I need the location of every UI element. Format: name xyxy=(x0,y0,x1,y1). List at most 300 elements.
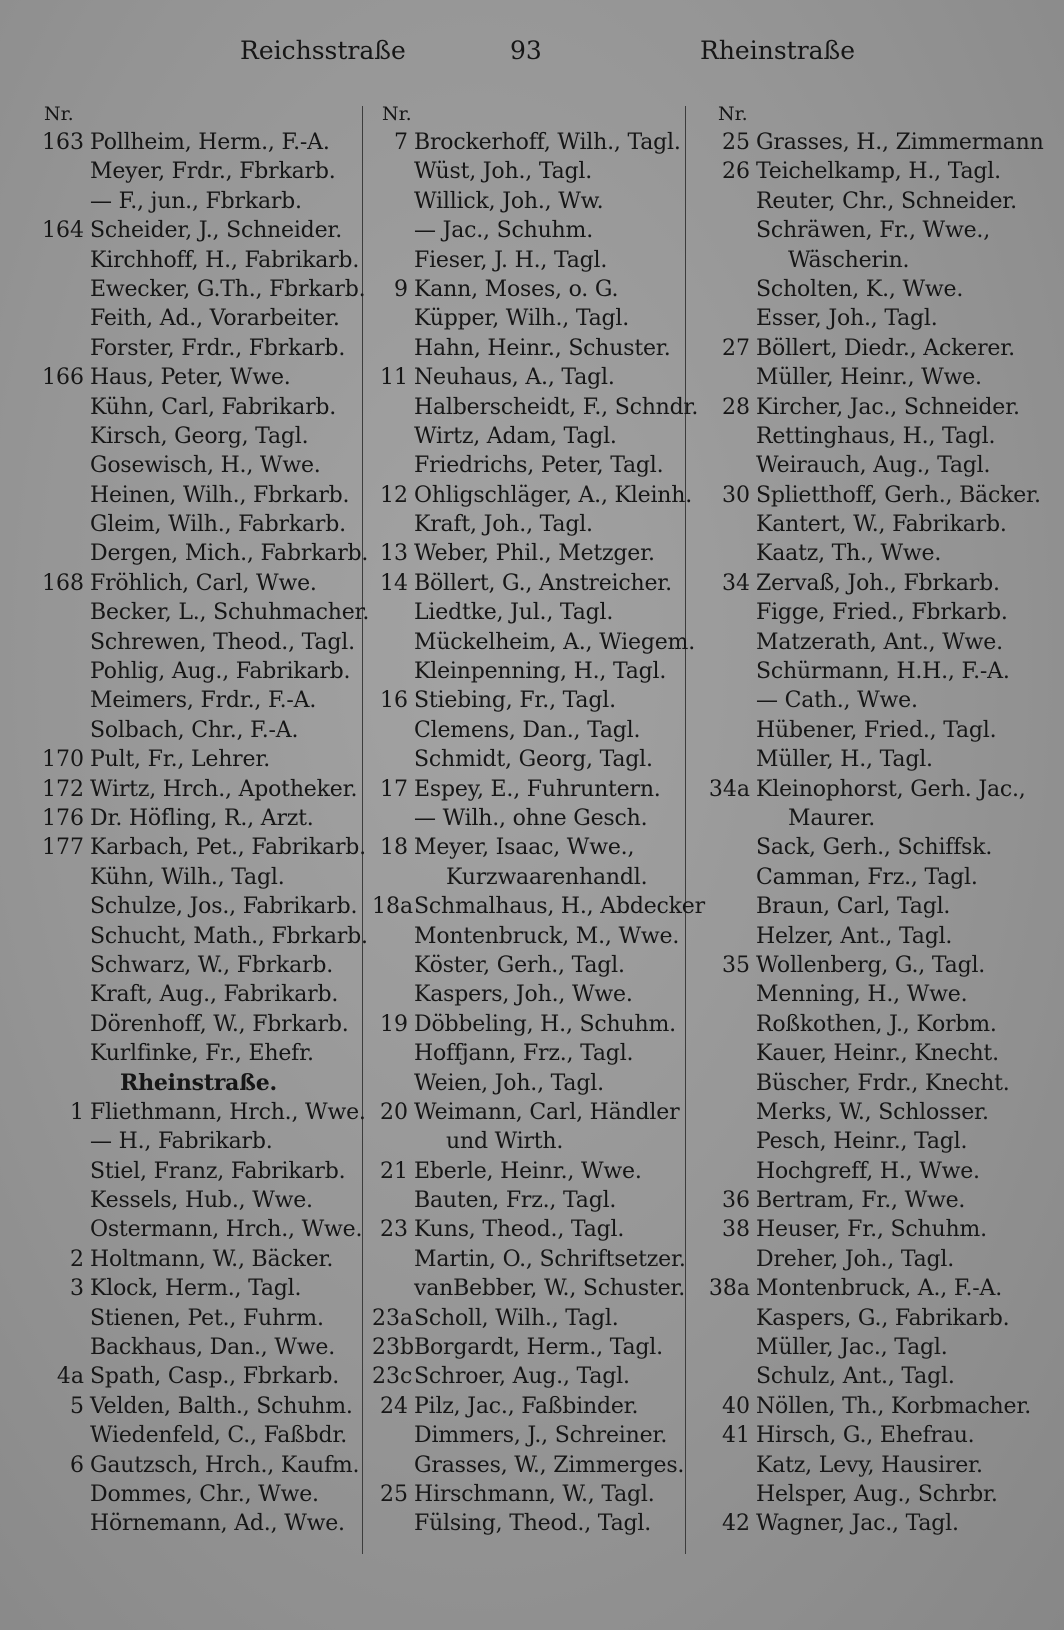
directory-entry xyxy=(372,363,690,392)
house-number xyxy=(372,510,414,539)
house-number xyxy=(372,216,414,245)
directory-entry xyxy=(34,1245,364,1274)
directory-entry xyxy=(708,745,1008,774)
resident-entry: Holtmann, W., Bäcker. xyxy=(90,1246,334,1272)
house-number xyxy=(708,1157,756,1186)
directory-entry xyxy=(372,775,690,804)
directory-entry xyxy=(708,863,1008,892)
directory-entry xyxy=(372,833,690,862)
directory-entry xyxy=(34,510,364,539)
house-number xyxy=(34,246,90,275)
resident-entry: — H., Fabrikarb. xyxy=(90,1129,273,1155)
house-number xyxy=(708,1451,756,1480)
house-number xyxy=(708,1304,756,1333)
directory-entry xyxy=(34,569,364,598)
resident-entry: Stiebing, Fr., Tagl. xyxy=(414,688,616,714)
directory-entry xyxy=(708,951,1008,980)
directory-entry xyxy=(34,1098,364,1127)
house-number xyxy=(708,1039,756,1068)
resident-entry: und Wirth. xyxy=(446,1129,564,1155)
resident-entry: — F., jun., Fbrkarb. xyxy=(90,188,302,214)
resident-entry: Nöllen, Th., Korbmacher. xyxy=(756,1393,1032,1419)
resident-entry: Kaatz, Th., Wwe. xyxy=(756,541,942,567)
house-number: 34a xyxy=(708,776,750,802)
house-number xyxy=(708,422,756,451)
directory-entry xyxy=(708,980,1008,1009)
house-number xyxy=(372,1451,414,1480)
resident-entry: Dommes, Chr., Wwe. xyxy=(90,1481,319,1507)
house-number: 170 xyxy=(42,747,84,773)
house-number: 20 xyxy=(380,1099,408,1125)
house-number: 35 xyxy=(722,952,750,978)
directory-entry xyxy=(708,187,1017,216)
resident-entry: Pesch, Heinr., Tagl. xyxy=(756,1129,968,1155)
directory-entry xyxy=(708,1451,1008,1480)
resident-entry: Brockerhoff, Wilh., Tagl. xyxy=(414,130,681,155)
directory-entry xyxy=(708,833,1008,862)
house-number: 172 xyxy=(42,776,84,802)
house-number xyxy=(708,246,756,275)
resident-entry: Borgardt, Herm., Tagl. xyxy=(414,1335,663,1361)
resident-entry: Espey, E., Fuhruntern. xyxy=(414,776,661,802)
directory-entry xyxy=(708,451,1008,480)
resident-entry: Kircher, Jac., Schneider. xyxy=(756,394,1020,420)
directory-entry xyxy=(372,804,690,833)
street-section-heading: Rheinstraße. xyxy=(120,1069,277,1096)
resident-entry: Kurlfinke, Fr., Ehefr. xyxy=(90,1041,314,1067)
house-number xyxy=(34,1039,90,1068)
house-number: 23a xyxy=(372,1305,414,1331)
house-number: 6 xyxy=(70,1452,84,1478)
house-number xyxy=(372,863,414,892)
house-number xyxy=(708,363,756,392)
directory-entry xyxy=(708,1480,1008,1509)
directory-entry xyxy=(708,598,1008,627)
directory-entry xyxy=(708,1186,1008,1215)
directory-entry xyxy=(372,128,690,157)
directory-entry xyxy=(34,980,364,1009)
house-number: 38a xyxy=(708,1276,750,1302)
house-number: 3 xyxy=(70,1276,84,1302)
directory-entry xyxy=(708,1304,1008,1333)
directory-entry xyxy=(708,246,1008,275)
resident-entry: Dimmers, J., Schreiner. xyxy=(414,1423,668,1449)
resident-entry: Müller, Jac., Tagl. xyxy=(756,1335,948,1361)
house-number xyxy=(708,922,756,951)
house-number xyxy=(708,804,756,833)
resident-entry: Schucht, Math., Fbrkarb. xyxy=(90,923,368,949)
resident-entry: Neuhaus, A., Tagl. xyxy=(414,365,615,391)
resident-entry: Backhaus, Dan., Wwe. xyxy=(90,1335,336,1361)
resident-entry: Kraft, Aug., Fabrikarb. xyxy=(90,982,339,1008)
directory-entry xyxy=(372,451,690,480)
resident-entry: Kühn, Wilh., Tagl. xyxy=(90,864,285,890)
resident-entry: Kaspers, Joh., Wwe. xyxy=(414,982,633,1008)
directory-entry xyxy=(34,686,364,715)
resident-entry: Ohligschläger, A., Kleinh. xyxy=(414,482,693,508)
house-number xyxy=(708,657,756,686)
resident-entry: Scheider, J., Schneider. xyxy=(90,218,343,244)
resident-entry: Bauten, Frz., Tagl. xyxy=(414,1188,617,1214)
house-number xyxy=(372,1127,414,1156)
resident-entry: Kleinophorst, Gerh. Jac., xyxy=(756,776,1026,802)
house-number xyxy=(34,980,90,1009)
resident-entry: Helsper, Aug., Schrbr. xyxy=(756,1481,998,1507)
directory-entry xyxy=(34,745,364,774)
resident-entry: Ewecker, G.Th., Fbrkarb. xyxy=(90,276,366,302)
house-number xyxy=(372,922,414,951)
resident-entry: Roßkothen, J., Korbm. xyxy=(756,1011,997,1037)
nr-column-label: Nr. xyxy=(382,103,412,125)
resident-entry: Sack, Gerh., Schiffsk. xyxy=(756,835,993,861)
house-number xyxy=(34,892,90,921)
resident-entry: Wollenberg, G., Tagl. xyxy=(756,952,986,978)
directory-entry xyxy=(708,1245,1008,1274)
resident-entry: Wirtz, Hrch., Apotheker. xyxy=(90,776,358,802)
directory-entry xyxy=(34,304,364,333)
resident-entry: Schmalhaus, H., Abdecker xyxy=(414,894,705,920)
directory-entry xyxy=(708,1010,1008,1039)
directory-entry xyxy=(372,892,705,921)
directory-entry xyxy=(708,1392,1032,1421)
house-number xyxy=(708,1010,756,1039)
directory-entry xyxy=(372,1215,690,1244)
resident-entry: Gautzsch, Hrch., Kaufm. xyxy=(90,1452,360,1478)
resident-entry: Fieser, J. H., Tagl. xyxy=(414,247,608,273)
house-number xyxy=(708,187,756,216)
directory-entry xyxy=(708,216,1008,245)
resident-entry: Clemens, Dan., Tagl. xyxy=(414,717,641,743)
house-number xyxy=(34,422,90,451)
house-number xyxy=(372,334,414,363)
house-number xyxy=(372,657,414,686)
resident-entry: Hirsch, G., Ehefrau. xyxy=(756,1423,975,1449)
directory-entry xyxy=(34,422,364,451)
directory-entry xyxy=(34,1186,364,1215)
house-number xyxy=(708,539,756,568)
house-number xyxy=(34,1186,90,1215)
resident-entry: Küpper, Wilh., Tagl. xyxy=(414,306,630,332)
directory-entry xyxy=(708,304,1008,333)
house-number: 4a xyxy=(56,1364,84,1390)
house-number xyxy=(34,863,90,892)
resident-entry: Fliethmann, Hrch., Wwe. xyxy=(90,1099,366,1125)
resident-entry: Dr. Höfling, R., Arzt. xyxy=(90,805,314,831)
resident-entry: Dergen, Mich., Fabrkarb. xyxy=(90,541,369,567)
house-number xyxy=(372,1186,414,1215)
house-number xyxy=(708,275,756,304)
directory-entry xyxy=(708,892,1008,921)
resident-entry: Fülsing, Theod., Tagl. xyxy=(414,1511,651,1537)
directory-entry xyxy=(372,481,693,510)
directory-entry xyxy=(708,686,1008,715)
house-number xyxy=(372,1421,414,1450)
resident-entry: Feith, Ad., Vorarbeiter. xyxy=(90,306,340,332)
house-number xyxy=(34,1509,90,1538)
resident-entry: Velden, Balth., Schuhm. xyxy=(90,1393,353,1419)
directory-entry xyxy=(372,1509,690,1538)
house-number xyxy=(708,863,756,892)
directory-entry xyxy=(34,1215,364,1244)
resident-entry: Eberle, Heinr., Wwe. xyxy=(414,1158,642,1184)
resident-entry: Grasses, W., Zimmerges. xyxy=(414,1452,685,1478)
directory-entry xyxy=(372,686,690,715)
resident-entry: Merks, W., Schlosser. xyxy=(756,1099,989,1125)
resident-entry: Menning, H., Wwe. xyxy=(756,982,968,1008)
directory-entry xyxy=(708,804,1008,833)
directory-entry xyxy=(372,1362,690,1391)
resident-entry: Schulze, Jos., Fabrikarb. xyxy=(90,894,358,920)
house-number: 25 xyxy=(380,1481,408,1507)
directory-entry xyxy=(34,1274,364,1303)
house-number xyxy=(708,745,756,774)
resident-entry: Halberscheidt, F., Schndr. xyxy=(414,394,699,420)
resident-entry: Hahn, Heinr., Schuster. xyxy=(414,335,671,361)
directory-entry xyxy=(372,1421,690,1450)
directory-entry xyxy=(372,863,690,892)
resident-entry: Büscher, Frdr., Knecht. xyxy=(756,1070,1010,1096)
resident-entry: Müller, Heinr., Wwe. xyxy=(756,365,982,391)
house-number: 38 xyxy=(722,1217,750,1243)
directory-entry xyxy=(372,628,695,657)
resident-entry: Kantert, W., Fabrikarb. xyxy=(756,512,1007,538)
directory-entry xyxy=(372,393,699,422)
house-number: 9 xyxy=(394,276,408,302)
resident-entry: Kleinpenning, H., Tagl. xyxy=(414,659,667,685)
resident-entry: Hörnemann, Ad., Wwe. xyxy=(90,1511,345,1537)
directory-entry xyxy=(372,1010,690,1039)
directory-entry xyxy=(372,598,690,627)
directory-entry xyxy=(34,246,364,275)
directory-entry xyxy=(34,628,364,657)
resident-entry: Friedrichs, Peter, Tagl. xyxy=(414,453,664,479)
directory-entry xyxy=(372,1069,690,1098)
resident-entry: Kessels, Hub., Wwe. xyxy=(90,1188,313,1214)
house-number: 164 xyxy=(42,218,84,244)
nr-column-label: Nr. xyxy=(718,103,748,125)
resident-entry: Montenbruck, A., F.-A. xyxy=(756,1276,1002,1302)
resident-entry: Schräwen, Fr., Wwe., xyxy=(756,218,990,244)
directory-entry xyxy=(372,187,690,216)
resident-entry: Pilz, Jac., Faßbinder. xyxy=(414,1393,639,1419)
house-number xyxy=(372,745,414,774)
resident-entry: Klock, Herm., Tagl. xyxy=(90,1276,302,1302)
column-2 xyxy=(372,100,705,1600)
resident-entry: Matzerath, Ant., Wwe. xyxy=(756,629,1003,655)
resident-entry: Kuns, Theod., Tagl. xyxy=(414,1217,625,1243)
house-number xyxy=(34,157,90,186)
house-number xyxy=(708,686,756,715)
directory-entry xyxy=(34,716,364,745)
directory-entry xyxy=(34,481,364,510)
directory-entry xyxy=(708,716,1008,745)
house-number: 26 xyxy=(722,159,750,185)
resident-entry: Forster, Frdr., Fbrkarb. xyxy=(90,335,346,361)
nr-column-label: Nr. xyxy=(44,103,74,125)
house-number xyxy=(708,833,756,862)
directory-entry xyxy=(708,775,1026,804)
house-number xyxy=(34,922,90,951)
resident-entry: Gosewisch, H., Wwe. xyxy=(90,453,321,479)
house-number xyxy=(34,1480,90,1509)
directory-entry xyxy=(372,980,690,1009)
house-number xyxy=(372,422,414,451)
resident-entry: Braun, Carl, Tagl. xyxy=(756,894,951,920)
house-number: 7 xyxy=(394,130,408,155)
resident-entry: Montenbruck, M., Wwe. xyxy=(414,923,680,949)
house-number xyxy=(708,216,756,245)
directory-entry xyxy=(34,187,364,216)
house-number: 166 xyxy=(42,365,84,391)
house-number xyxy=(708,1333,756,1362)
resident-entry: Weirauch, Aug., Tagl. xyxy=(756,453,991,479)
house-number xyxy=(34,1157,90,1186)
resident-entry: Karbach, Pet., Fabrikarb. xyxy=(90,835,366,861)
resident-entry: Kann, Moses, o. G. xyxy=(414,276,619,302)
resident-entry: Scholten, K., Wwe. xyxy=(756,276,964,302)
house-number xyxy=(34,539,90,568)
house-number: 27 xyxy=(722,335,750,361)
house-number xyxy=(34,1127,90,1156)
resident-entry: Kirchhoff, H., Fabrikarb. xyxy=(90,247,360,273)
house-number xyxy=(372,304,414,333)
house-number xyxy=(372,451,414,480)
directory-entry xyxy=(372,539,690,568)
house-number: 19 xyxy=(380,1011,408,1037)
directory-entry xyxy=(372,1451,690,1480)
resident-entry: Böllert, Diedr., Ackerer. xyxy=(756,335,1015,361)
house-number xyxy=(372,187,414,216)
house-number xyxy=(34,187,90,216)
directory-entry xyxy=(34,363,364,392)
resident-entry: Willick, Joh., Ww. xyxy=(414,188,604,214)
house-number: 12 xyxy=(380,482,408,508)
resident-entry: Pollheim, Herm., F.-A. xyxy=(90,130,330,155)
resident-entry: Liedtke, Jul., Tagl. xyxy=(414,600,614,626)
house-number: 2 xyxy=(70,1246,84,1272)
house-number xyxy=(34,1304,90,1333)
resident-entry: Kauer, Heinr., Knecht. xyxy=(756,1041,999,1067)
directory-entry xyxy=(34,833,364,862)
house-number xyxy=(372,628,414,657)
house-number: 11 xyxy=(380,365,408,391)
house-number xyxy=(34,1069,90,1098)
house-number xyxy=(34,451,90,480)
resident-entry: Wagner, Jac., Tagl. xyxy=(756,1511,959,1537)
directory-entry xyxy=(34,1010,364,1039)
directory-entry xyxy=(708,157,1008,186)
directory-entry xyxy=(708,334,1015,363)
directory-entry xyxy=(34,804,364,833)
house-number xyxy=(372,1245,414,1274)
directory-entry xyxy=(708,510,1008,539)
directory-entry xyxy=(34,1451,364,1480)
resident-entry: Figge, Fried., Fbrkarb. xyxy=(756,600,1008,626)
house-number xyxy=(708,510,756,539)
house-number xyxy=(708,1362,756,1391)
house-number: 18a xyxy=(372,894,414,920)
resident-entry: Wirtz, Adam, Tagl. xyxy=(414,423,617,449)
resident-entry: Ostermann, Hrch., Wwe. xyxy=(90,1217,363,1243)
directory-entry xyxy=(708,657,1008,686)
directory-entry xyxy=(372,246,690,275)
directory-entry xyxy=(708,275,1008,304)
resident-entry: Hoffjann, Frz., Tagl. xyxy=(414,1041,634,1067)
house-number xyxy=(34,598,90,627)
house-number xyxy=(708,304,756,333)
directory-entry xyxy=(34,775,364,804)
house-number xyxy=(708,1098,756,1127)
house-number: 18 xyxy=(380,835,408,861)
directory-entry xyxy=(372,569,690,598)
directory-entry xyxy=(34,1127,364,1156)
directory-entry xyxy=(372,1333,690,1362)
directory-entry xyxy=(34,1333,364,1362)
directory-entry xyxy=(708,363,1008,392)
directory-entry xyxy=(708,128,1044,157)
resident-entry: Katz, Levy, Hausirer. xyxy=(756,1452,983,1478)
house-number xyxy=(34,1010,90,1039)
house-number xyxy=(34,393,90,422)
house-number: 41 xyxy=(722,1423,750,1449)
resident-entry: Kurzwaarenhandl. xyxy=(446,864,648,890)
resident-entry: Reuter, Chr., Schneider. xyxy=(756,188,1017,214)
resident-entry: Meimers, Frdr., F.-A. xyxy=(90,688,317,714)
house-number xyxy=(708,1069,756,1098)
resident-entry: Hirschmann, W., Tagl. xyxy=(414,1481,655,1507)
house-number: 23c xyxy=(372,1364,413,1390)
directory-entry xyxy=(372,157,690,186)
house-number: 17 xyxy=(380,776,408,802)
resident-entry: Heinen, Wilh., Fbrkarb. xyxy=(90,482,350,508)
house-number: 28 xyxy=(722,394,750,420)
house-number xyxy=(708,451,756,480)
house-number xyxy=(708,598,756,627)
directory-entry xyxy=(34,275,364,304)
directory-entry xyxy=(34,1509,364,1538)
resident-entry: Weien, Joh., Tagl. xyxy=(414,1070,604,1096)
directory-entry xyxy=(34,393,364,422)
directory-entry xyxy=(708,1362,1008,1391)
house-number xyxy=(372,1039,414,1068)
house-number: 30 xyxy=(722,482,750,508)
directory-entry xyxy=(708,481,1041,510)
house-number: 25 xyxy=(722,130,750,155)
house-number xyxy=(708,716,756,745)
directory-entry xyxy=(708,539,1008,568)
directory-entry xyxy=(372,745,690,774)
directory-entry xyxy=(372,1245,690,1274)
resident-entry: Dörenhoff, W., Fbrkarb. xyxy=(90,1011,349,1037)
directory-entry xyxy=(372,1274,690,1303)
resident-entry: Haus, Peter, Wwe. xyxy=(90,365,291,391)
directory-entry xyxy=(372,334,690,363)
house-number: 23b xyxy=(372,1335,415,1361)
resident-entry: Wäscherin. xyxy=(788,247,910,273)
directory-entry xyxy=(708,393,1020,422)
resident-entry: Kühn, Carl, Fabrikarb. xyxy=(90,394,337,420)
resident-entry: — Wilh., ohne Gesch. xyxy=(414,805,648,831)
house-number xyxy=(708,892,756,921)
resident-entry: Schmidt, Georg, Tagl. xyxy=(414,747,653,773)
house-number: 21 xyxy=(380,1158,408,1184)
house-number: 168 xyxy=(42,570,84,596)
directory-entry xyxy=(34,598,370,627)
resident-entry: Grasses, H., Zimmermann xyxy=(756,130,1044,155)
resident-entry: Schroer, Aug., Tagl. xyxy=(414,1364,630,1390)
house-number xyxy=(372,1069,414,1098)
header-left-street: Reichsstraße xyxy=(240,36,406,65)
